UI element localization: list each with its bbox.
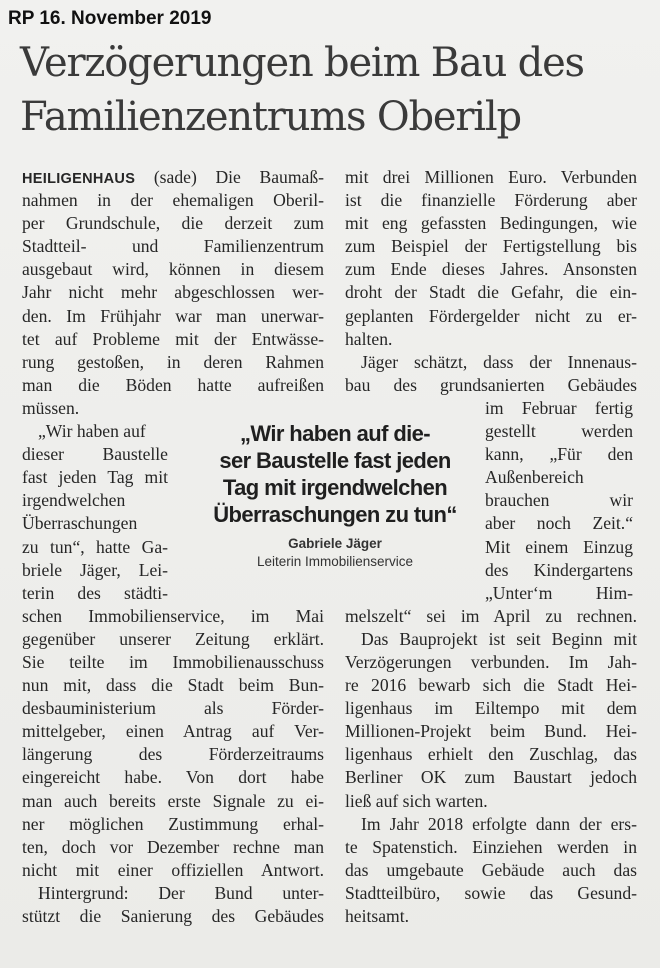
text-line: irgendwelchen xyxy=(22,490,126,511)
headline-line: Familienzentrums Oberilp xyxy=(20,94,521,140)
text-line: Millionen-Projekt beim Bund. Hei- xyxy=(345,721,637,742)
pull-quote-line: „Wir haben auf die- xyxy=(239,421,431,446)
text-line: Verzögerungen verbunden. Im Jah- xyxy=(345,651,637,672)
text-line: nahmen in der ehemaligen Oberil- xyxy=(22,190,324,211)
text-line: längerung des Förderzeitraums xyxy=(22,744,324,765)
text-line: mit drei Millionen Euro. Verbunden xyxy=(345,167,637,187)
text-line: schen Immobilienservice, im Mai xyxy=(22,605,324,626)
text-line: gegenüber unserer Zeitung erklärt. xyxy=(22,628,324,649)
text-line xyxy=(22,166,324,189)
text-line: Mit einem Einzug xyxy=(485,536,633,557)
text-line: melszelt“ sei im April zu rechnen. xyxy=(345,605,637,626)
text-line: ließ auf sich warten. xyxy=(345,790,488,811)
text-line: eingereicht habe. Von dort habe xyxy=(22,767,324,788)
text-line: ist die finanzielle Förderung aber xyxy=(345,190,637,211)
text-line: im Februar fertig xyxy=(485,397,633,418)
text-line: ligenhaus im Eiltempo mit dem xyxy=(345,698,637,719)
text-line: Überraschungen xyxy=(22,513,138,534)
text-line: rung gestoßen, in deren Rahmen xyxy=(22,351,324,372)
pull-quote xyxy=(190,420,480,569)
text-line: das umgebaute Gebäude auch das xyxy=(345,859,637,880)
pull-quote-line: ser Baustelle fast jeden xyxy=(219,448,451,473)
pull-quote-author: Gabriele Jäger xyxy=(288,536,382,551)
text-line: per Grundschule, die derzeit zum xyxy=(22,213,324,234)
text-line: Im Jahr 2018 erfolgte dann der ers- xyxy=(361,813,637,834)
text-line: Berliner OK zum Baustart jedoch xyxy=(345,767,637,788)
text-line: Jäger schätzt, dass der Innenaus- xyxy=(361,351,637,372)
pull-quote-line: Tag mit irgendwelchen xyxy=(222,475,448,500)
text-line: ten, doch vor Dezember rechne man xyxy=(22,836,324,857)
text-line: Jahr nicht mehr abgeschlossen wer- xyxy=(22,282,324,303)
pull-quote-text xyxy=(190,420,480,528)
text-line: gestellt werden xyxy=(485,421,633,442)
text-line: ner möglichen Zustimmung erhal- xyxy=(22,813,324,834)
text-line: re 2016 bewarb sich die Stadt Hei- xyxy=(345,675,637,696)
text-line: aber noch Zeit.“ xyxy=(485,513,633,534)
text-line: Stadtteilbüro, sowie das Gesund- xyxy=(345,882,637,903)
text-line: mit eng gefassten Bedingungen, wie xyxy=(345,213,637,234)
text-line: müssen. xyxy=(22,397,80,418)
text-line: kann, „Für den xyxy=(485,444,633,465)
text-line: Stadtteil- und Familienzentrum xyxy=(22,236,324,257)
text-line: stützt die Sanierung des Gebäudes xyxy=(22,906,324,926)
pull-quote-line: Überraschungen zu tun“ xyxy=(213,502,457,527)
dateline: HEILIGENHAUS xyxy=(22,171,136,187)
text-line: zu tun“, hatte Ga- xyxy=(22,536,168,557)
text-line: fast jeden Tag mit xyxy=(22,467,168,488)
headline-line: Verzögerungen beim Bau des xyxy=(20,40,584,86)
text-fragment: (sade) Die Baumaß- xyxy=(135,167,324,187)
text-line: briele Jäger, Lei- xyxy=(22,559,168,580)
text-line: droht der Stadt die Gefahr, die ein- xyxy=(345,282,637,303)
text-line: geplanten Fördergelder nicht zu er- xyxy=(345,305,637,326)
text-line: Das Bauprojekt ist seit Beginn mit xyxy=(361,628,637,649)
text-line: Außenbereich xyxy=(485,467,584,488)
text-line: terin des städti- xyxy=(22,582,168,603)
text-line: Sie teilte im Immobilienausschuss xyxy=(22,651,324,672)
text-line: zum Beispiel der Fertigstellung bis xyxy=(345,236,637,257)
text-line: brauchen wir xyxy=(485,490,633,511)
text-line: man die Böden hatte aufreißen xyxy=(22,374,324,395)
headline xyxy=(20,36,645,144)
pull-quote-role: Leiterin Immobilienservice xyxy=(256,554,414,569)
text-line: Hintergrund: Der Bund unter- xyxy=(38,882,324,903)
text-line: bau des grundsanierten Gebäudes xyxy=(345,374,637,395)
text-line: „Unter‘m Him- xyxy=(485,582,633,603)
text-line: dieser Baustelle xyxy=(22,444,168,465)
text-line: ligenhaus erhielt den Zuschlag, das xyxy=(345,744,637,765)
text-line: mittelgeber, einen Antrag auf Ver- xyxy=(22,721,324,742)
source-label: RP 16. November 2019 xyxy=(8,8,212,29)
text-line: desbauministerium als Förder- xyxy=(22,698,324,719)
text-line: halten. xyxy=(345,328,393,349)
text-line: des Kindergartens xyxy=(485,559,633,580)
text-line: den. Im Frühjahr war man unerwar- xyxy=(22,305,324,326)
text-line: „Wir haben auf xyxy=(38,421,146,442)
text-line: ausgebaut wird, können in diesem xyxy=(22,259,324,280)
text-line: heitsamt. xyxy=(345,906,410,926)
text-line: te Spatenstich. Einziehen werden in xyxy=(345,836,637,857)
text-line: nun mit, dass die Stadt beim Bun- xyxy=(22,675,324,696)
text-line: nicht mit einer offiziellen Antwort. xyxy=(22,859,324,880)
text-line: zum Ende dieses Jahres. Ansonsten xyxy=(345,259,637,280)
text-line: man auch bereits erste Signale zu ei- xyxy=(22,790,324,811)
text-line: tet auf Probleme mit der Entwässe- xyxy=(22,328,324,349)
